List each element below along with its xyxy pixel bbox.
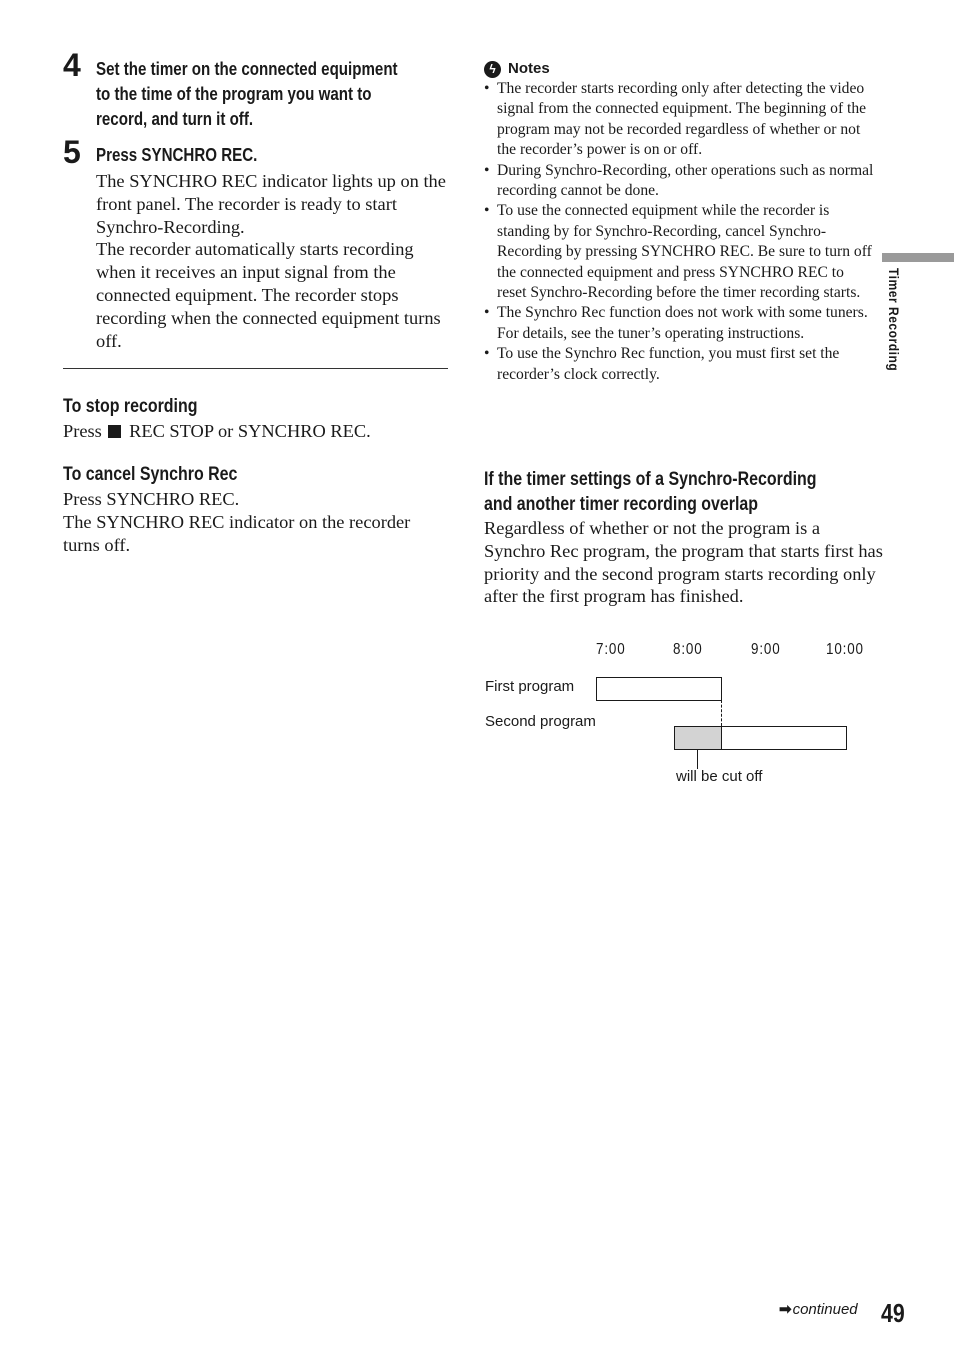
side-tab-bar [882, 253, 954, 262]
cancel-synchro-heading: To cancel Synchro Rec [63, 464, 238, 485]
stop-recording-buttons: REC STOP or SYNCHRO REC. [129, 421, 371, 441]
page-number: 49 [881, 1298, 905, 1328]
note-item: • The Synchro Rec function does not work with some tuners. For details, see the tuner’s operating instructions. [484, 303, 874, 344]
note-item: • During Synchro-Recording, other operations such as normal recording cannot be done. [484, 161, 874, 202]
stop-icon [108, 425, 121, 438]
note-item: • To use the Synchro Rec function, you must first set the recorder’s clock correctly. [484, 344, 874, 385]
overlap-heading-line: If the timer settings of a Synchro-Recording [484, 469, 817, 490]
overlap-heading-line: and another timer recording overlap [484, 494, 759, 515]
overlap-body: Regardless of whether or not the program is a Synchro Rec program, the program that starts first has priority and the second program starts recording only after the first program has finished. [484, 518, 883, 607]
side-tab-label: Timer Recording [886, 268, 902, 372]
overlap-heading [484, 467, 817, 517]
stop-recording-text [63, 420, 448, 443]
notes-list [484, 79, 874, 385]
first-program-bar [596, 677, 722, 701]
second-program-label: Second program [485, 713, 596, 730]
continued-label: continued [792, 1301, 858, 1318]
step-5-paragraph: The SYNCHRO REC indicator lights up on the front panel. The recorder is ready to start Synchro-Recording. [96, 171, 446, 237]
notes-title: Notes [508, 60, 550, 77]
step-4-heading-line: to the time of the program you want to [96, 84, 372, 104]
step-4-heading-line: Set the timer on the connected equipment [96, 59, 398, 79]
stop-recording-press: Press [63, 421, 102, 441]
second-program-bar [721, 726, 847, 750]
cancel-synchro-line: The SYNCHRO REC indicator on the recorder turns off. [63, 511, 411, 555]
step-5-body [96, 170, 448, 352]
notes-heading [484, 60, 550, 78]
step-5-number: 5 [63, 134, 81, 170]
section-divider [63, 368, 448, 369]
stop-recording-heading: To stop recording [63, 396, 198, 417]
note-item: • To use the connected equipment while the recorder is standing by for Synchro-Recording, cancel Synchro-Recording by pressing SYNCHRO REC. Be sure to turn off the connected equipment and press SYNCHRO REC to reset Synchro-Recording before the timer recording starts. [484, 201, 874, 303]
step-4-heading-line: record, and turn it off. [96, 109, 254, 129]
cancel-synchro-body [63, 488, 448, 556]
caution-icon: ϟ [484, 61, 501, 78]
overlap-guide-line [721, 700, 722, 726]
note-item: • The recorder starts recording only after detecting the video signal from the connected equipment. The beginning of the program may not be recorded regardless of whether or not the recorder’s power is on or off. [484, 79, 874, 161]
time-tick-label: 10:00 [826, 641, 864, 658]
time-tick-label: 8:00 [673, 641, 703, 658]
time-tick-label: 7:00 [596, 641, 626, 658]
arrow-right-icon: ➡ [779, 1301, 792, 1318]
time-tick-label: 9:00 [751, 641, 781, 658]
cut-off-segment [674, 726, 722, 750]
step-4-number: 4 [63, 47, 81, 83]
continued-note [779, 1301, 858, 1319]
cancel-synchro-line: Press SYNCHRO REC. [63, 489, 240, 509]
cut-off-leader-line [697, 749, 698, 769]
step-5-paragraph: The recorder automatically starts recording when it receives an input signal from the connected equipment. The recorder stops recording when the connected equipment turns off. [96, 239, 441, 351]
step-5-heading: Press SYNCHRO REC. [96, 145, 258, 165]
first-program-label: First program [485, 678, 575, 695]
cut-off-label: will be cut off [676, 768, 763, 785]
